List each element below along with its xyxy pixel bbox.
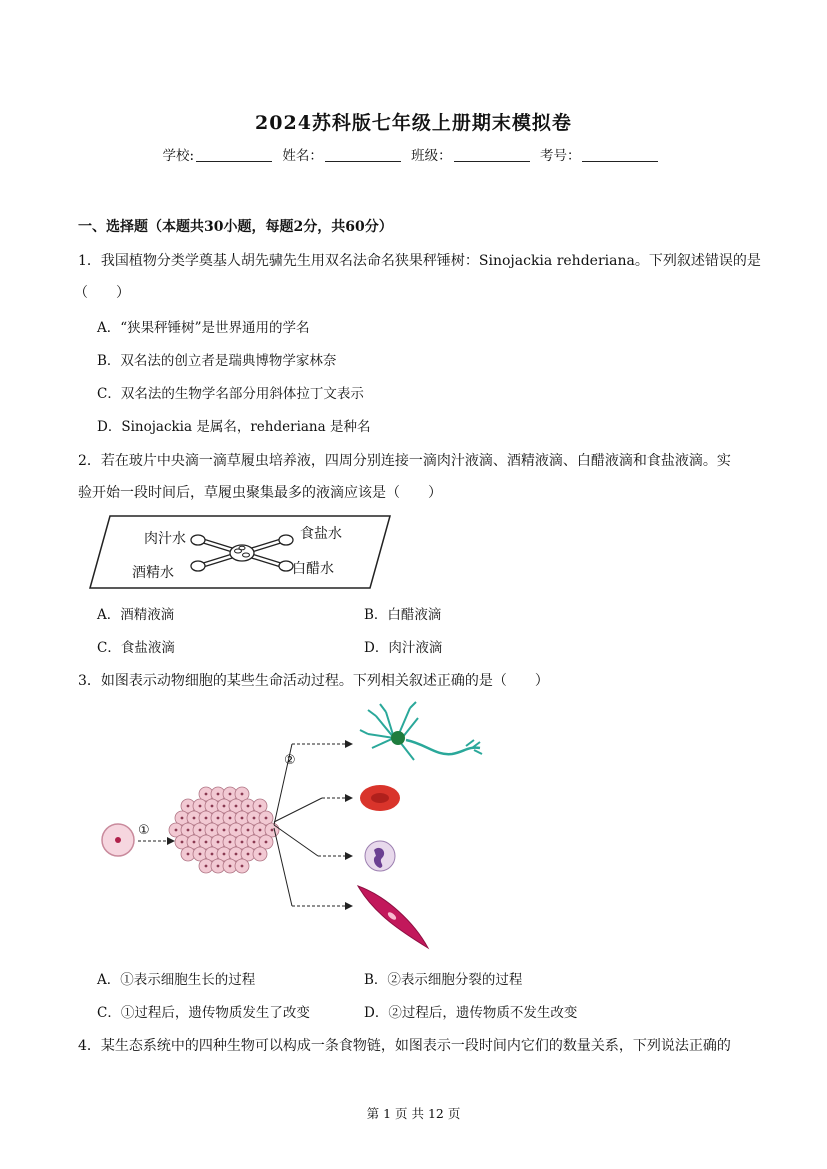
smooth-muscle-cell (358, 886, 428, 948)
cluster-cell-nucleus (229, 793, 232, 796)
paramecium-drop (230, 545, 254, 561)
cluster-cell-nucleus (259, 805, 262, 808)
cluster-cell-nucleus (187, 853, 190, 856)
step-2-label: ② (284, 753, 296, 768)
cluster-cell-nucleus (265, 841, 268, 844)
q3-option-a: A．①表示细胞生长的过程 (97, 972, 256, 988)
q1-option-b: B．双名法的创立者是瑞典博物学家林奈 (97, 353, 337, 369)
class-label: 班级： (411, 148, 452, 164)
cluster-cell-nucleus (199, 829, 202, 832)
cluster-cell-nucleus (199, 853, 202, 856)
q3-option-c: C．①过程后，遗传物质发生了改变 (97, 1005, 310, 1021)
cluster-cell-nucleus (193, 841, 196, 844)
label-meat-juice: 肉汁水 (144, 531, 186, 547)
cluster-cell-nucleus (247, 853, 250, 856)
page-footer: 第 1 页 共 12 页 (366, 1106, 461, 1121)
cluster-cell-nucleus (259, 853, 262, 856)
step-1-label: ① (138, 823, 150, 838)
cluster-cell-nucleus (205, 793, 208, 796)
cluster-cell-nucleus (205, 817, 208, 820)
neuron-cell (360, 702, 482, 760)
cluster-cell-nucleus (187, 805, 190, 808)
q2-stem-line2: 验开始一段时间后，草履虫聚集最多的液滴应该是（ ） (78, 485, 442, 501)
name-label: 姓名： (282, 148, 323, 164)
exam-no-blank (582, 148, 658, 162)
cluster-cell-nucleus (265, 817, 268, 820)
student-info-line (0, 144, 827, 164)
cluster-cell-nucleus (235, 805, 238, 808)
q2-option-a: A．酒精液滴 (97, 607, 175, 623)
cluster-cell-nucleus (211, 805, 214, 808)
class-blank (454, 148, 530, 162)
cluster-cell-nucleus (205, 865, 208, 868)
cluster-cell-nucleus (253, 817, 256, 820)
q1-stem-line1: 1．我国植物分类学奠基人胡先骕先生用双名法命名狭果秤锤树：Sinojackia rehderiana。下列叙述错误的是 (78, 253, 761, 269)
cluster-cell-nucleus (181, 841, 184, 844)
school-blank (196, 148, 272, 162)
label-alcohol-water: 酒精水 (132, 565, 174, 581)
label-salt-water: 食盐水 (300, 526, 342, 542)
q1-option-c: C．双名法的生物学名部分用斜体拉丁文表示 (97, 386, 364, 402)
cluster-cell-nucleus (259, 829, 262, 832)
school-label: 学校: (162, 148, 195, 164)
single-animal-cell (102, 824, 134, 856)
cluster-cell-nucleus (235, 829, 238, 832)
cluster-cell-nucleus (217, 817, 220, 820)
cluster-cell-nucleus (181, 817, 184, 820)
cluster-cell-nucleus (235, 853, 238, 856)
cluster-cell-nucleus (217, 865, 220, 868)
cluster-cell-nucleus (199, 805, 202, 808)
q4-stem-line1: 4．某生态系统中的四种生物可以构成一条食物链，如图表示一段时间内它们的数量关系，下列说法正确的 (78, 1038, 731, 1054)
cluster-cell-nucleus (211, 829, 214, 832)
exam-no-label: 考号： (539, 148, 581, 164)
cell-process-diagram (96, 700, 486, 952)
cluster-cell-nucleus (217, 793, 220, 796)
cluster-cell-nucleus (241, 817, 244, 820)
q1-option-d: D．Sinojackia 是属名，rehderiana 是种名 (97, 419, 371, 435)
q3-option-d: D．②过程后，遗传物质不发生改变 (364, 1005, 578, 1021)
cluster-cell-nucleus (187, 829, 190, 832)
q2-stem-line1: 2．若在玻片中央滴一滴草履虫培养液，四周分别连接一滴肉汁液滴、酒精液滴、白醋液滴和食盐液滴。实 (78, 453, 731, 469)
red-blood-cell (360, 785, 400, 811)
cluster-cell-nucleus (229, 841, 232, 844)
cluster-cell-nucleus (271, 829, 274, 832)
cluster-cell-nucleus (241, 793, 244, 796)
cluster-cell-nucleus (229, 865, 232, 868)
q2-option-c: C．食盐液滴 (97, 640, 175, 656)
cluster-cell-nucleus (241, 841, 244, 844)
section-heading: 一、选择题（本题共30小题，每题2分，共60分） (78, 219, 393, 235)
cluster-cell-nucleus (223, 805, 226, 808)
cluster-cell-nucleus (247, 805, 250, 808)
q3-stem-line1: 3．如图表示动物细胞的某些生命活动过程。下列相关叙述正确的是（ ） (78, 673, 549, 689)
name-blank (325, 148, 401, 162)
cell-cluster (169, 787, 279, 873)
q2-option-b: B．白醋液滴 (364, 607, 442, 623)
cluster-cell-nucleus (217, 841, 220, 844)
white-blood-cell (365, 841, 395, 871)
q2-option-d: D．肉汁液滴 (364, 640, 443, 656)
cluster-cell-nucleus (241, 865, 244, 868)
cluster-cell-nucleus (175, 829, 178, 832)
differentiation-branches (274, 744, 322, 906)
q3-option-b: B．②表示细胞分裂的过程 (364, 972, 523, 988)
page-title: 2024苏科版七年级上册期末模拟卷 (255, 112, 572, 134)
q1-option-a: A．“狭果秤锤树”是世界通用的学名 (97, 320, 310, 336)
cluster-cell-nucleus (205, 841, 208, 844)
cluster-cell-nucleus (211, 853, 214, 856)
cluster-cell-nucleus (193, 817, 196, 820)
cluster-cell-nucleus (223, 853, 226, 856)
label-vinegar-water: 白醋水 (292, 561, 334, 577)
cluster-cell-nucleus (229, 817, 232, 820)
cluster-cell-nucleus (223, 829, 226, 832)
q1-stem-line2: （ ） (74, 285, 130, 301)
slide-diagram (88, 512, 392, 590)
cluster-cell-nucleus (253, 841, 256, 844)
cluster-cell-nucleus (247, 829, 250, 832)
